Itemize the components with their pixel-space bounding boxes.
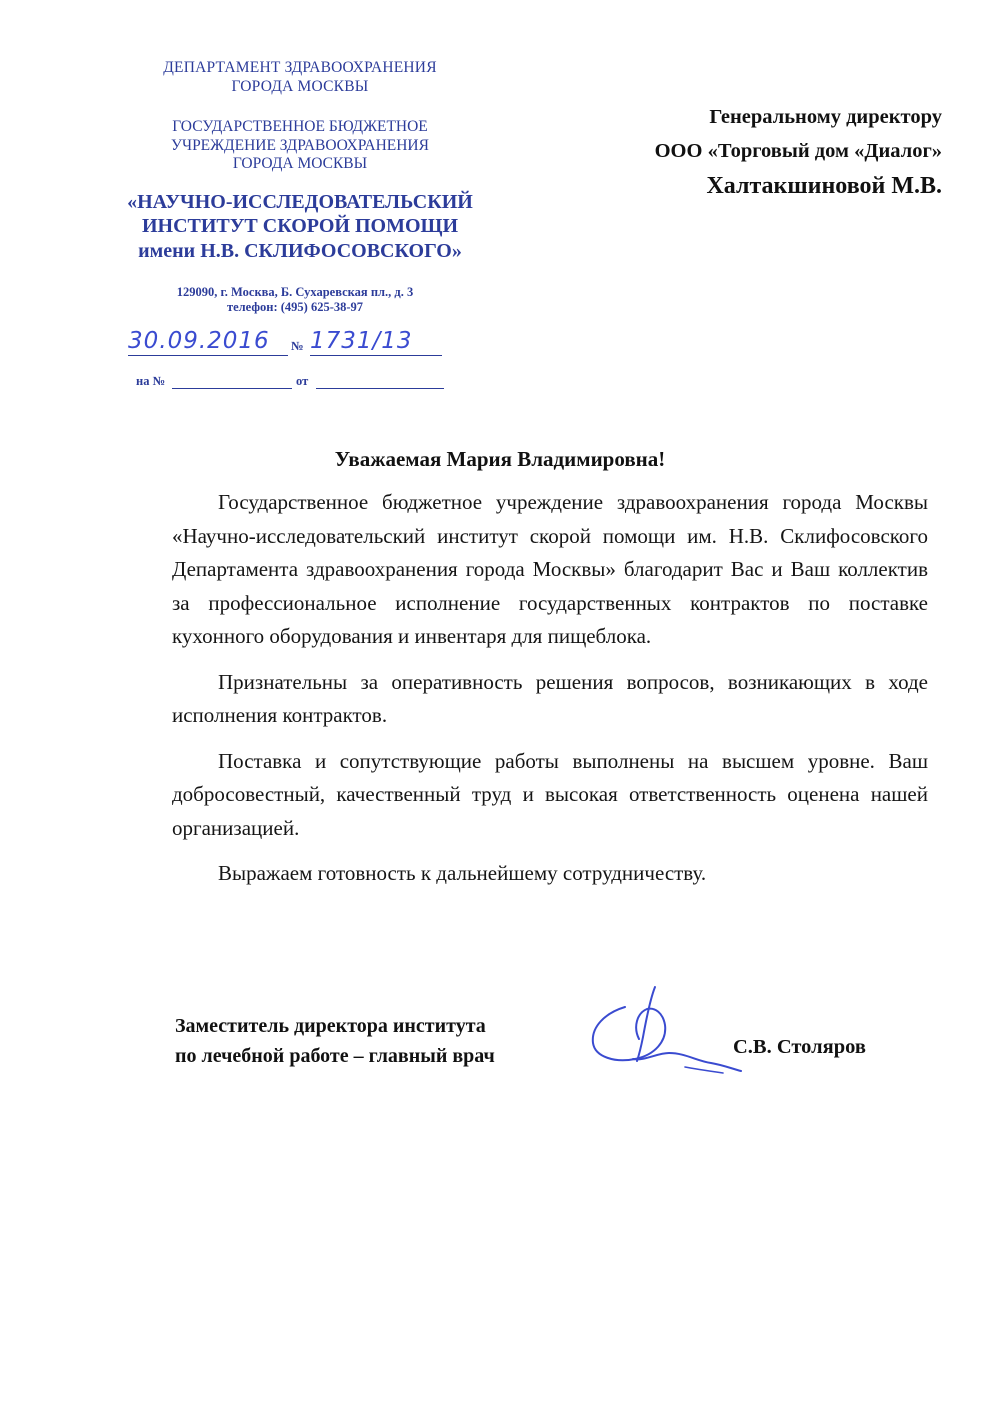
institute-address: 129090, г. Москва, Б. Сухаревская пл., д. 3 — [176, 285, 414, 299]
signatory-position-line: по лечебной работе – главный врач — [175, 1045, 495, 1067]
institute-name — [100, 190, 500, 264]
body-paragraph: Поставка и сопутствующие работы выполнены на высшем уровне. Ваш добросовестный, качественный труд и высокая ответственность оценена нашей организацией. — [172, 748, 928, 840]
registration-number: 1731/13 — [310, 327, 442, 356]
addressee-position: Генеральному директору — [709, 106, 942, 128]
addressee-block — [655, 100, 942, 204]
salutation: Уважаемая Мария Владимировна! — [334, 447, 666, 471]
registration-date: 30.09.2016 — [128, 327, 288, 356]
department-line: ГОРОДА МОСКВЫ — [231, 78, 369, 95]
reference-date-blank — [316, 374, 444, 389]
reference-number-label: на № — [136, 374, 166, 388]
department-name — [100, 58, 500, 96]
reference-line — [136, 371, 446, 391]
organization-line: УЧРЕЖДЕНИЕ ЗДРАВООХРАНЕНИЯ — [171, 136, 429, 154]
body-paragraph: Государственное бюджетное учреждение здравоохранения города Москвы «Научно-исследовательский институт скорой помощи им. Н.В. Склифосовского Департамента здравоохранения города Москвы» благодарит Вас и Ваш коллектив за профессиональное исполнение государственных контрактов по поставке кухонного оборудования и инвентаря для пищеблока. — [172, 490, 928, 648]
reference-date-label: от — [296, 374, 309, 388]
letter-body — [172, 486, 928, 903]
reference-number-blank — [172, 374, 292, 389]
institute-contacts — [140, 285, 450, 315]
department-line: ДЕПАРТАМЕНТ ЗДРАВООХРАНЕНИЯ — [163, 59, 437, 76]
letterhead — [100, 58, 500, 263]
institute-line: ИНСТИТУТ СКОРОЙ ПОМОЩИ — [141, 215, 459, 237]
addressee-name: Халтакшиновой М.В. — [706, 173, 942, 199]
body-paragraph: Признательны за оперативность решения вопросов, возникающих в ходе исполнения контрактов. — [172, 669, 928, 727]
organization-name — [100, 118, 500, 174]
organization-line: ГОСУДАРСТВЕННОЕ БЮДЖЕТНОЕ — [172, 118, 428, 135]
signatory-position — [175, 1011, 495, 1071]
body-paragraph: Выражаем готовность к дальнейшему сотрудничеству. — [218, 861, 707, 885]
registration-number-label: № — [291, 339, 304, 353]
handwritten-signature — [585, 985, 745, 1080]
signatory-position-line: Заместитель директора института — [175, 1015, 486, 1037]
institute-line: имени Н.В. СКЛИФОСОВСКОГО» — [138, 239, 462, 262]
registration-line — [128, 328, 448, 358]
organization-line: ГОРОДА МОСКВЫ — [232, 155, 368, 172]
signatory-name: С.В. Столяров — [733, 1036, 866, 1058]
addressee-company: ООО «Торговый дом «Диалог» — [654, 140, 942, 162]
institute-phone: телефон: (495) 625-38-97 — [226, 300, 364, 314]
institute-line: «НАУЧНО-ИССЛЕДОВАТЕЛЬСКИЙ — [127, 190, 473, 213]
